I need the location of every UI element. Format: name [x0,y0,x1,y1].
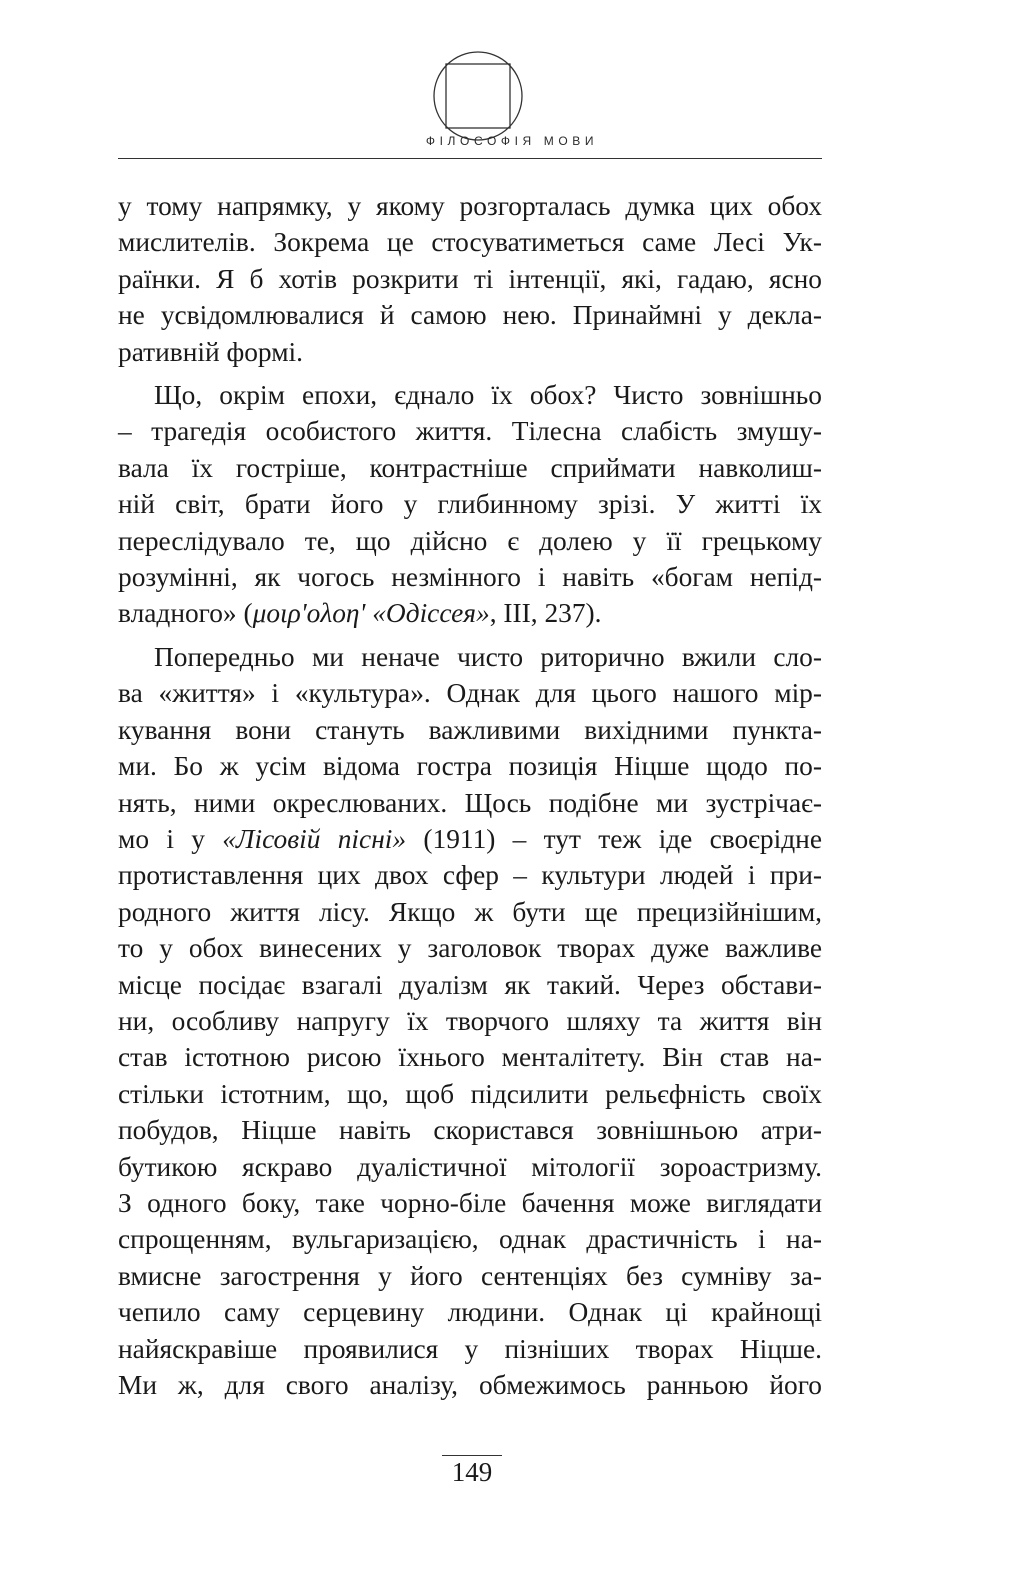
work-title: «Одіссея» [372,598,490,629]
text-line: став істотною рисою їхнього менталітету. Він став на- [118,1042,822,1073]
text-line: ми. Бо ж усім відома гостра позиція Ніцше щодо по- [118,751,822,782]
text-line: нять, ними окреслюваних. Щось подібне ми зустрічає- [118,787,822,818]
paragraph-1 [118,188,822,370]
text-line: то у обох винесених у заголовок творах дуже важливе [118,933,822,964]
text-line: спрощенням, вульгаризацією, однак драстичність і на- [118,1224,822,1255]
text-line [118,821,822,857]
text-line: ративній формі. [118,336,303,367]
text-line: З одного боку, таке чорно-біле бачення може виглядати [118,1187,822,1218]
text-line: Попередньо ми неначе чисто риторично вжили сло- [154,641,822,672]
work-title: «Лісовій пісні» [222,823,407,854]
text-run: владного» ( [118,598,253,629]
text-run: (1911) – тут теж іде своєрідне [406,823,822,854]
header-rule [118,158,822,159]
text-line: не усвідомлювалися й самою нею. Принаймні у декла- [118,300,822,331]
text-line: місце посідає взагалі дуалізм як такий. Через обстави- [118,969,822,1000]
text-line: ва «життя» і «культура». Однак для цього нашого мір- [118,678,822,709]
text-line: стільки істотним, що, щоб підсилити рельєфність своїх [118,1078,822,1109]
text-line: протиставлення цих двох сфер – культури людей і при- [118,860,822,891]
text-line: переслідувало те, що дійсно є долею у її грецькому [118,525,822,556]
text-line: родного життя лісу. Якщо ж бути ще прецизійнішим, [118,896,822,927]
text-line: вала їх гостріше, контрастніше сприймати навколиш- [118,452,822,483]
text-line: кування вони стануть важливими вихідними пункта- [118,714,822,745]
text-line: у тому напрямку, у якому розгорталась думка цих обох [118,191,822,221]
text-line: вмисне загострення у його сентенціях без сумніву за- [118,1260,822,1291]
running-head: ФІЛОСОФІЯ МОВИ [425,134,599,148]
text-line: чепило саму серцевину людини. Однак ці крайнощі [118,1297,822,1328]
paragraph-2 [118,377,822,632]
text-line: бутикою яскраво дуалістичної мітології зороастризму. [118,1151,822,1182]
page-number-block [412,1455,532,1488]
text-line: – трагедія особистого життя. Тілесна слабість змушу- [118,416,822,447]
text-line: Ми ж, для свого аналізу, обмежимось ранньою його [118,1370,822,1400]
text-line: ни, особливу напругу їх творчого шляху та життя він [118,1005,822,1036]
text-line: ній світ, брати його у глибинному зрізі. У житті їх [118,489,822,520]
greek-term: μοιρ'ολοη' [252,598,366,629]
text-line: розумінні, як чогось незмінного і навіть «богам непід- [118,562,822,593]
body-text [118,188,822,1410]
text-line: мислителів. Зокрема це стосуватиметься саме Лесі Ук- [118,227,822,258]
page-number: 149 [451,1457,493,1487]
page-number-rule [442,1455,502,1456]
text-line: найяскравіше проявилися у пізніших творах Ніцше. [118,1333,822,1364]
text-run: мо і у [118,823,223,854]
paragraph-3 [118,639,822,1404]
text-line [118,595,822,631]
text-run: , III, 237). [489,598,602,629]
circle-square-emblem-icon [432,50,524,142]
text-line: раїнки. Я б хотів розкрити ті інтенції, які, гадаю, ясно [118,263,822,294]
text-line: побудов, Ніцше навіть скористався зовнішньою атри- [118,1115,822,1146]
text-line: Що, окрім епохи, єднало їх обох? Чисто зовнішньо [154,380,822,411]
